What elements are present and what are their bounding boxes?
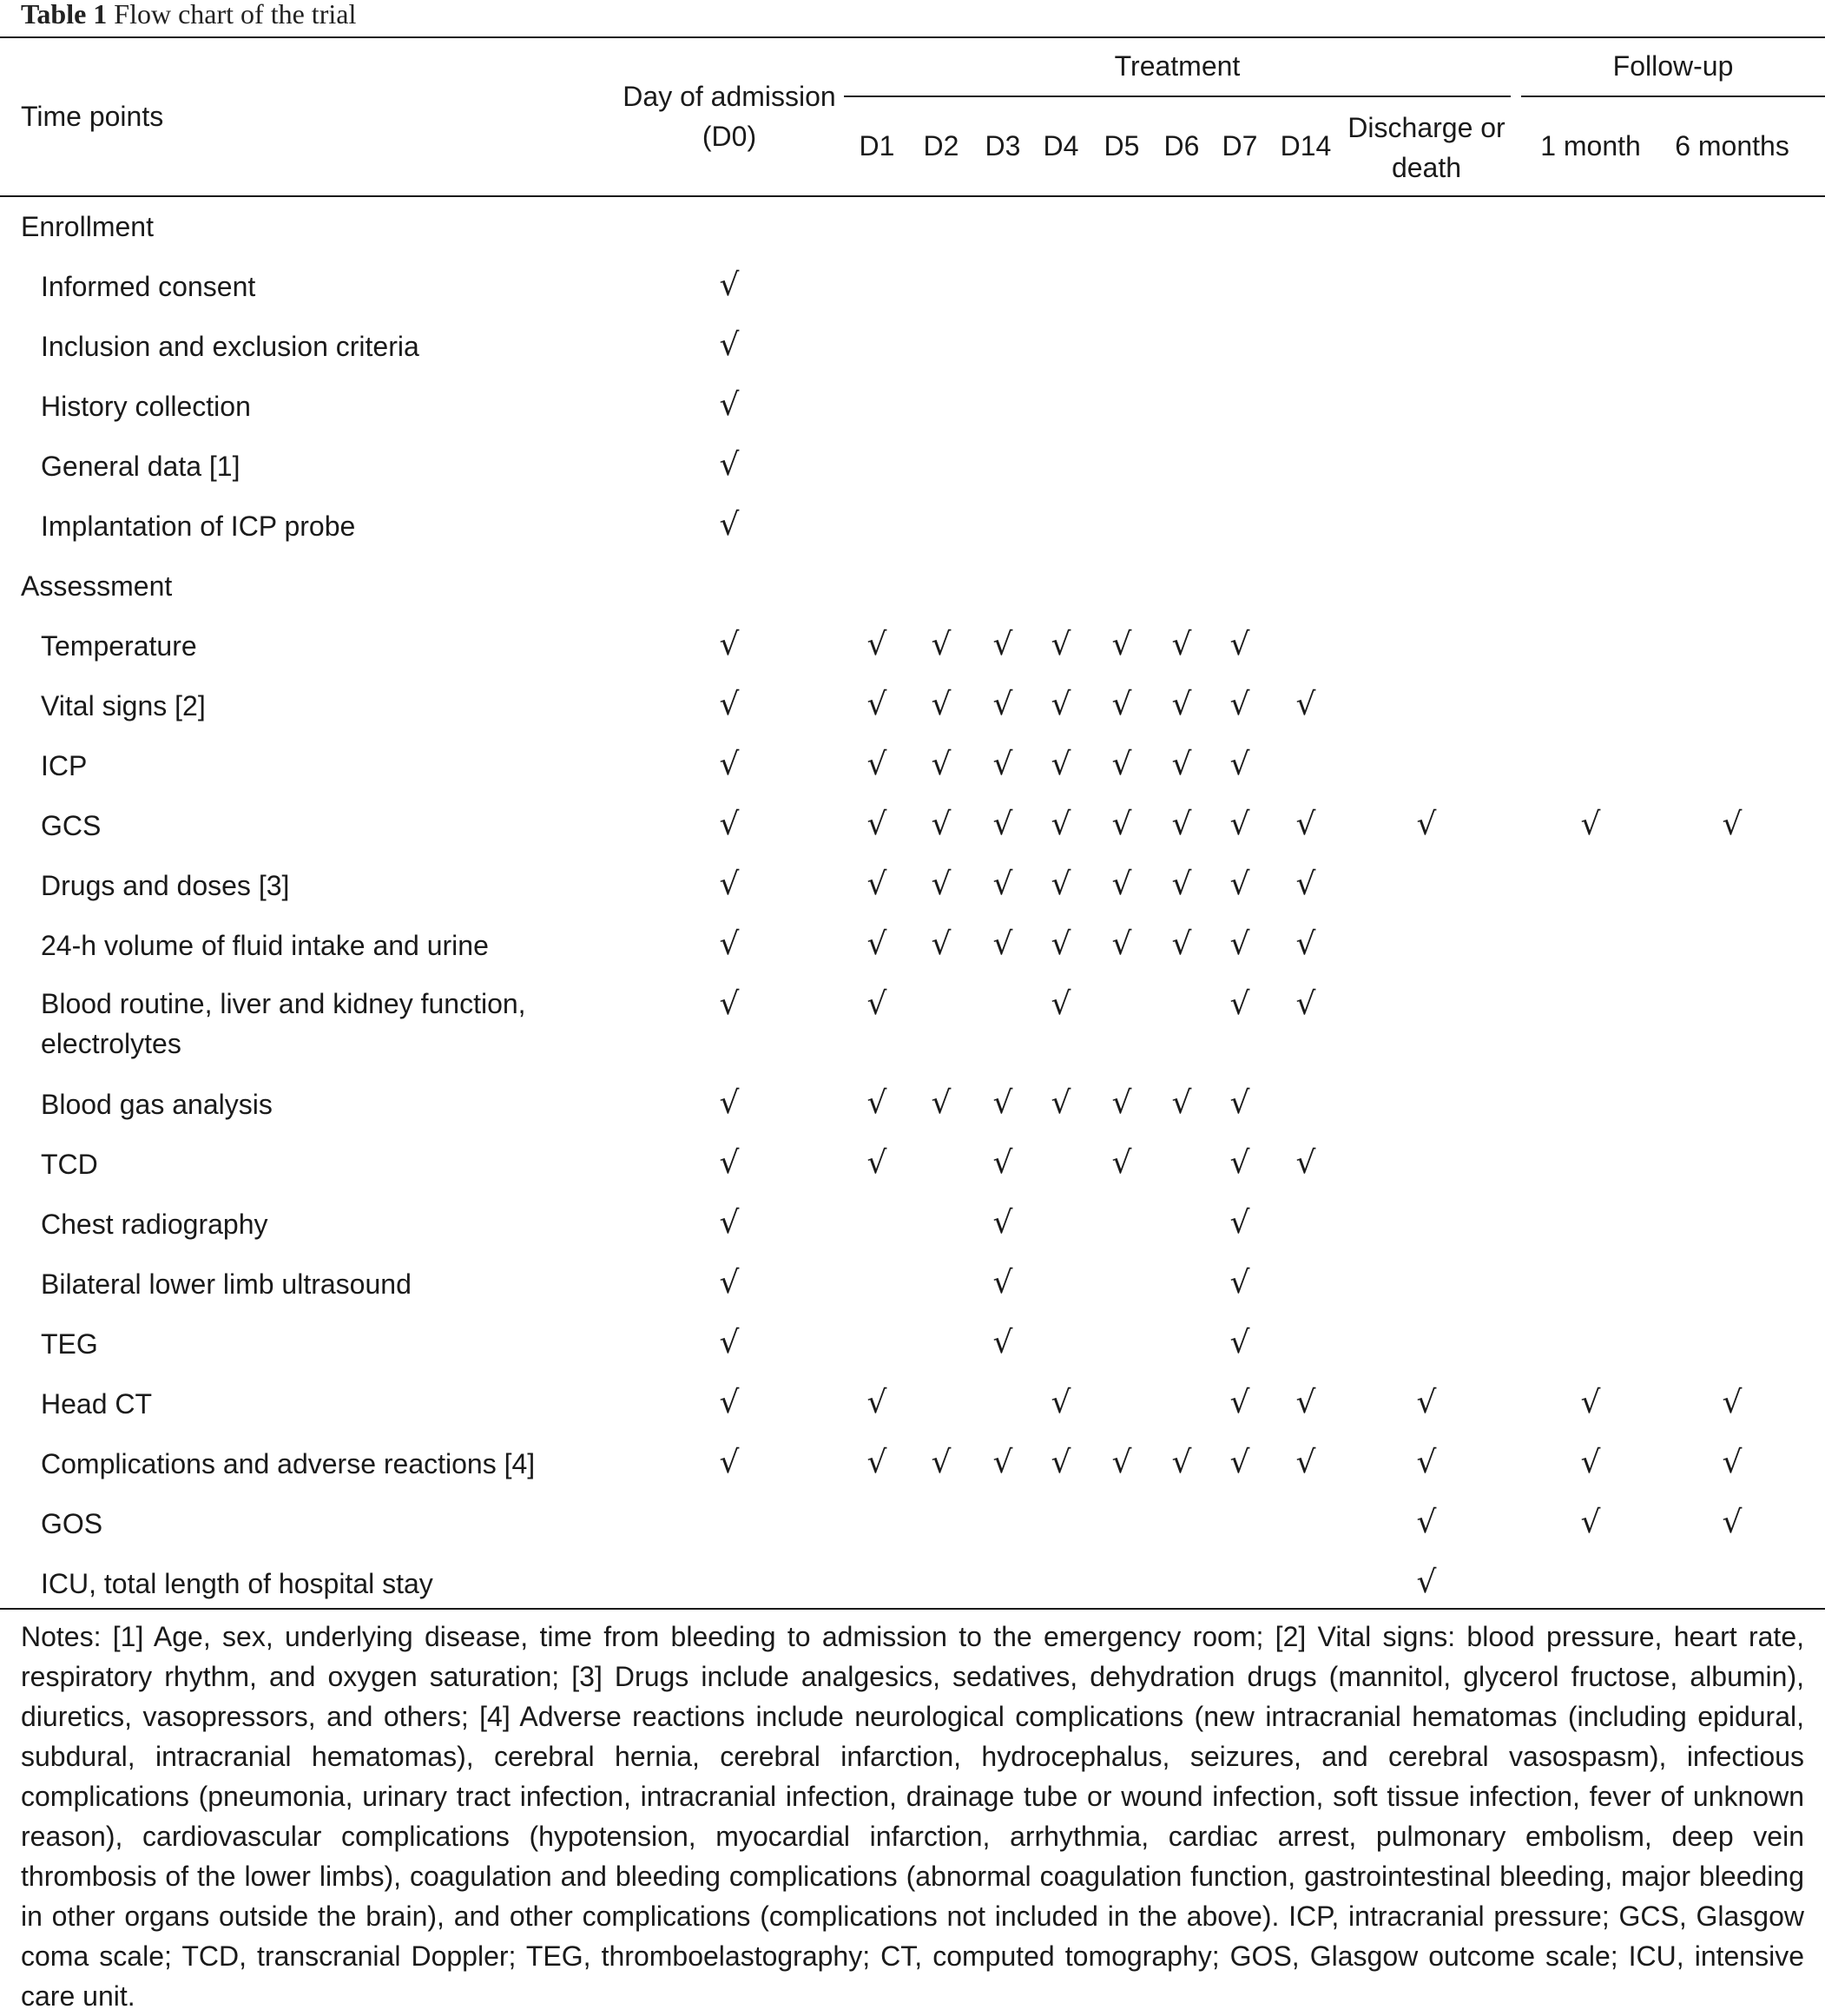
row-label: Temperature: [41, 630, 197, 662]
check-mark: √: [1229, 1385, 1250, 1420]
check-mark: √: [1111, 627, 1132, 662]
check-mark: √: [992, 747, 1013, 782]
check-mark: √: [866, 627, 887, 662]
row-label: Head CT: [41, 1388, 153, 1420]
check-mark: √: [931, 627, 952, 662]
check-mark: √: [992, 627, 1013, 662]
check-mark: √: [1416, 1565, 1437, 1600]
check-mark: √: [1295, 1385, 1316, 1420]
check-mark: √: [1295, 807, 1316, 842]
row-label: ICU, total length of hospital stay: [41, 1568, 433, 1599]
check-mark: √: [1295, 866, 1316, 902]
time-points-header: Time points: [21, 101, 164, 132]
row-label: Chest radiography: [41, 1209, 268, 1240]
check-mark: √: [866, 807, 887, 842]
treatment-group-rule: [844, 96, 1511, 97]
check-mark: √: [719, 926, 740, 962]
check-mark: √: [992, 1265, 1013, 1301]
check-mark: √: [1416, 1445, 1437, 1480]
check-mark: √: [1171, 926, 1192, 962]
column-header: D6: [1163, 130, 1200, 161]
check-mark: √: [1229, 926, 1250, 962]
row-label: Inclusion and exclusion criteria: [41, 331, 419, 362]
check-mark: √: [1295, 1445, 1316, 1480]
check-mark: √: [1171, 687, 1192, 722]
check-mark: √: [1051, 1085, 1071, 1121]
section-heading: Assessment: [21, 570, 173, 602]
check-mark: √: [1051, 807, 1071, 842]
column-header: Discharge or death: [1347, 112, 1505, 183]
row-label: Complications and adverse reactions [4]: [41, 1448, 536, 1479]
check-mark: √: [1111, 747, 1132, 782]
check-mark: √: [866, 866, 887, 902]
column-header: D3: [985, 130, 1021, 161]
check-mark: √: [1722, 1505, 1743, 1540]
check-mark: √: [1171, 807, 1192, 842]
check-mark: √: [719, 447, 740, 483]
check-mark: √: [1416, 807, 1437, 842]
row-label: ICP: [41, 750, 88, 781]
check-mark: √: [992, 1145, 1013, 1181]
row-label: 24-h volume of fluid intake and urine: [41, 930, 489, 961]
check-mark: √: [719, 327, 740, 363]
check-mark: √: [1722, 807, 1743, 842]
check-mark: √: [1051, 687, 1071, 722]
column-header: D14: [1280, 130, 1332, 161]
check-mark: √: [1171, 1085, 1192, 1121]
check-mark: √: [1722, 1385, 1743, 1420]
check-mark: √: [866, 687, 887, 722]
check-mark: √: [1111, 1085, 1132, 1121]
check-mark: √: [719, 1145, 740, 1181]
check-mark: √: [719, 1385, 740, 1420]
row-label: General data [1]: [41, 451, 240, 482]
check-mark: √: [1111, 687, 1132, 722]
check-mark: √: [931, 747, 952, 782]
top-rule: [0, 36, 1825, 38]
check-mark: √: [992, 1325, 1013, 1360]
check-mark: √: [1111, 1445, 1132, 1480]
column-header: D5: [1104, 130, 1140, 161]
check-mark: √: [1051, 926, 1071, 962]
check-mark: √: [992, 807, 1013, 842]
column-header: D2: [923, 130, 959, 161]
check-mark: √: [1229, 866, 1250, 902]
check-mark: √: [719, 747, 740, 782]
check-mark: √: [1229, 1085, 1250, 1121]
follow-up-group-rule: [1521, 96, 1825, 97]
check-mark: √: [1229, 1145, 1250, 1181]
check-mark: √: [931, 866, 952, 902]
check-mark: √: [866, 1445, 887, 1480]
table-caption: [21, 0, 356, 35]
check-mark: √: [719, 807, 740, 842]
check-mark: √: [1722, 1445, 1743, 1480]
check-mark: √: [1229, 807, 1250, 842]
row-label: Informed consent: [41, 271, 256, 302]
column-header: D4: [1043, 130, 1079, 161]
row-label: Drugs and doses [3]: [41, 870, 290, 901]
check-mark: √: [931, 687, 952, 722]
check-mark: √: [719, 986, 740, 1022]
check-mark: √: [1171, 747, 1192, 782]
row-label: Implantation of ICP probe: [41, 511, 356, 542]
header-bottom-rule: [0, 195, 1825, 197]
column-header: 6 months: [1675, 130, 1789, 161]
check-mark: √: [719, 1265, 740, 1301]
row-label: GOS: [41, 1508, 103, 1539]
treatment-group-header: Treatment: [1114, 50, 1241, 82]
check-mark: √: [1051, 747, 1071, 782]
check-mark: √: [719, 687, 740, 722]
caption-label: Table 1: [21, 0, 108, 30]
check-mark: √: [719, 1445, 740, 1480]
check-mark: √: [1416, 1385, 1437, 1420]
check-mark: √: [1171, 866, 1192, 902]
column-header: D1: [859, 130, 895, 161]
check-mark: √: [992, 1085, 1013, 1121]
check-mark: √: [1229, 1445, 1250, 1480]
section-heading: Enrollment: [21, 211, 154, 242]
check-mark: √: [1580, 807, 1601, 842]
check-mark: √: [719, 1085, 740, 1121]
check-mark: √: [1295, 986, 1316, 1022]
check-mark: √: [866, 986, 887, 1022]
check-mark: √: [719, 866, 740, 902]
check-mark: √: [719, 627, 740, 662]
row-label: Vital signs [2]: [41, 690, 206, 721]
check-mark: √: [1229, 627, 1250, 662]
check-mark: √: [866, 1145, 887, 1181]
check-mark: √: [1171, 1445, 1192, 1480]
check-mark: √: [1229, 1205, 1250, 1241]
check-mark: √: [1295, 926, 1316, 962]
check-mark: √: [1171, 627, 1192, 662]
check-mark: √: [866, 747, 887, 782]
check-mark: √: [1051, 866, 1071, 902]
check-mark: √: [992, 1445, 1013, 1480]
check-mark: √: [719, 507, 740, 543]
row-label: Blood gas analysis: [41, 1089, 273, 1120]
check-mark: √: [1229, 986, 1250, 1022]
check-mark: √: [1051, 986, 1071, 1022]
check-mark: √: [1229, 747, 1250, 782]
table-bottom-rule: [0, 1608, 1825, 1610]
check-mark: √: [992, 1205, 1013, 1241]
check-mark: √: [1229, 687, 1250, 722]
check-mark: √: [719, 1325, 740, 1360]
check-mark: √: [931, 807, 952, 842]
check-mark: √: [719, 267, 740, 303]
check-mark: √: [931, 1085, 952, 1121]
row-label: Bilateral lower limb ultrasound: [41, 1268, 412, 1300]
check-mark: √: [866, 926, 887, 962]
check-mark: √: [1111, 807, 1132, 842]
check-mark: √: [866, 1385, 887, 1420]
check-mark: √: [719, 1205, 740, 1241]
row-label: History collection: [41, 391, 251, 422]
day-of-admission-header: Day of admission (D0): [623, 81, 836, 152]
check-mark: √: [1229, 1265, 1250, 1301]
check-mark: √: [1051, 627, 1071, 662]
check-mark: √: [1295, 1145, 1316, 1181]
check-mark: √: [992, 926, 1013, 962]
follow-up-group-header: Follow-up: [1612, 50, 1734, 82]
row-label: TCD: [41, 1149, 98, 1180]
table-notes: Notes: [1] Age, sex, underlying disease, time from bleeding to admission to the emergency room; [2] Vital signs: blood pressure, heart rate, respiratory rhythm, and oxygen saturation; [3] Drugs include analgesics, sedatives, dehydration drugs (mannitol, glycerol fructose, albumin), diuretics, vasopressors, and others; [4] Adverse reactions include neurological complications (new intracranial hematomas (including epidural, subdural, intracranial hematomas), cerebral hernia, cerebral infarction, hydrocephalus, seizures, and cerebral vasospasm), infectious complications (pneumonia, urinary tract infection, intracranial infection, drainage tube or wound infection, soft tissue infection, fever of unknown reason), cardiovascular complications (hypotension, myocardial infarction, arrhythmia, cardiac arrest, pulmonary embolism, deep vein thrombosis of the lower limbs), coagulation and bleeding complications (abnormal coagulation function, gastrointestinal bleeding, major bleeding in other organs outside the brain), and other complications (complications not included in the above). ICP, intracranial pressure; GCS, Glasgow coma scale; TCD, transcranial Doppler; TEG, thromboelastography; CT, computed tomography; GOS, Glasgow outcome scale; ICU, intensive care unit.: [21, 1621, 1804, 2012]
check-mark: √: [931, 1445, 952, 1480]
column-header: D7: [1222, 130, 1258, 161]
check-mark: √: [1051, 1385, 1071, 1420]
check-mark: √: [866, 1085, 887, 1121]
check-mark: √: [1111, 926, 1132, 962]
check-mark: √: [1111, 1145, 1132, 1181]
column-header: 1 month: [1540, 130, 1641, 161]
check-mark: √: [1416, 1505, 1437, 1540]
check-mark: √: [1111, 866, 1132, 902]
row-label: GCS: [41, 810, 102, 841]
check-mark: √: [992, 687, 1013, 722]
check-mark: √: [992, 866, 1013, 902]
check-mark: √: [1295, 687, 1316, 722]
row-label: Blood routine, liver and kidney function, electrolytes: [41, 988, 526, 1059]
caption-text: Flow chart of the trial: [114, 0, 357, 30]
check-mark: √: [1580, 1445, 1601, 1480]
row-label: TEG: [41, 1328, 98, 1360]
check-mark: √: [1580, 1385, 1601, 1420]
check-mark: √: [719, 387, 740, 423]
check-mark: √: [1229, 1325, 1250, 1360]
check-mark: √: [1580, 1505, 1601, 1540]
check-mark: √: [931, 926, 952, 962]
check-mark: √: [1051, 1445, 1071, 1480]
